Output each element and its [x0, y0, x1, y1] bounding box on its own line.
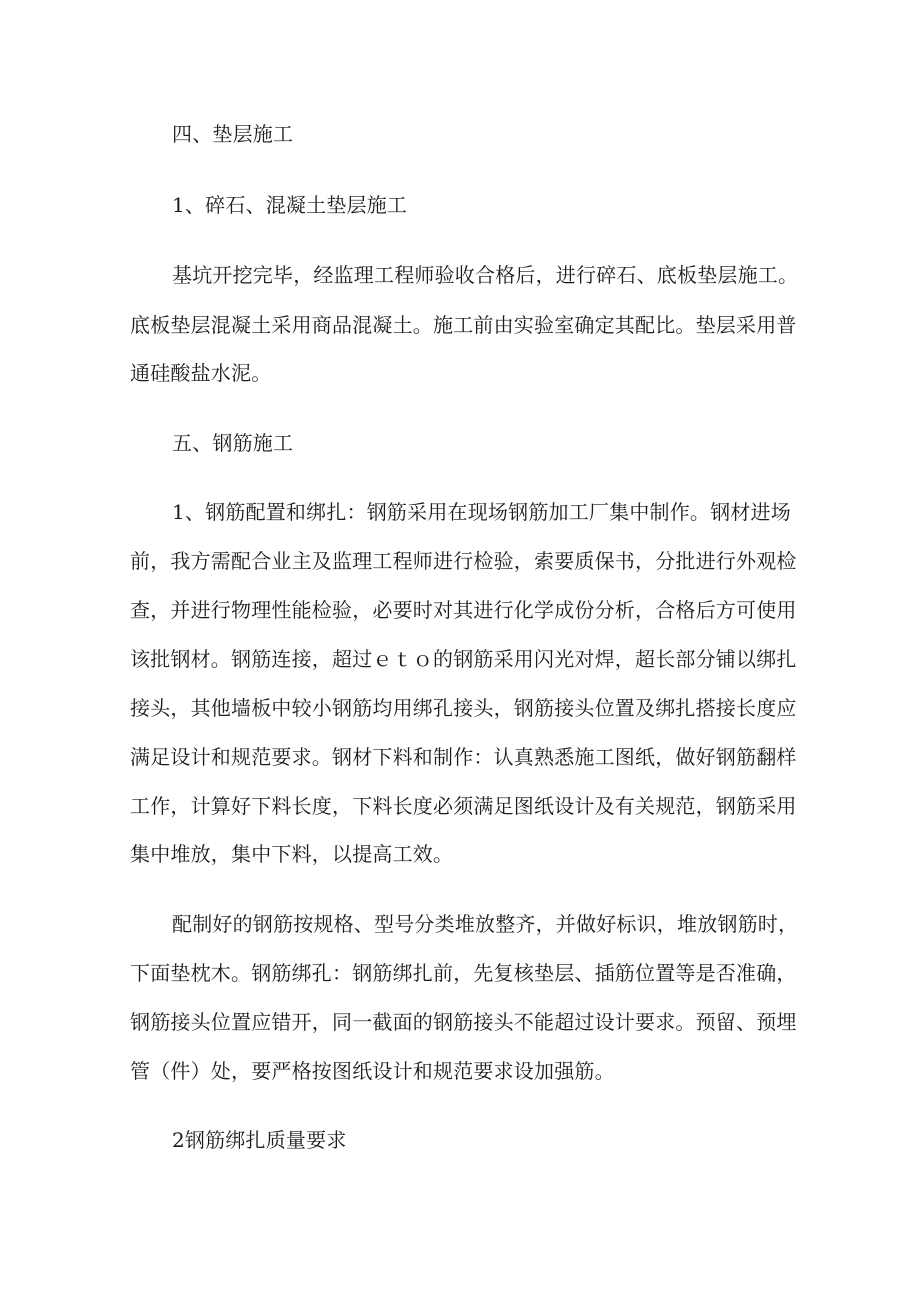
paragraph-rebar-line-5: 接头，其他墙板中较小钢筋均用绑孔接头，钢筋接头位置及绑扎搭接长度应 [130, 696, 797, 720]
paragraph-rebar-line-6: 满足设计和规范要求。钢材下料和制作：认真熟悉施工图纸，做好钢筋翻样 [130, 745, 797, 769]
paragraph-cushion-line-3: 通硅酸盐水泥。 [130, 361, 272, 385]
paragraph-cushion-line-1: 基坑开挖完毕，经监理工程师验收合格后，进行碎石、底板垫层施工。 [172, 263, 799, 287]
paragraph-storage-line-4: 管（件）处，要严格按图纸设计和规范要求设加强筋。 [130, 1059, 615, 1083]
paragraph-storage-line-2: 下面垫枕木。钢筋绑孔：钢筋绑扎前，先复核垫层、插筋位置等是否准确， [130, 961, 797, 985]
paragraph-cushion-line-2: 底板垫层混凝土采用商品混凝土。施工前由实验室确定其配比。垫层采用普 [130, 313, 797, 337]
paragraph-rebar-line-4: 该批钢材。钢筋连接，超过ｅｔｏ的钢筋采用闪光对焊，超长部分铺以绑扎 [130, 647, 797, 671]
heading-cushion-construction: 四、垫层施工 [172, 122, 294, 146]
paragraph-rebar-line-3: 查，并进行物理性能检验，必要时对其进行化学成份分析，合格后方可使用 [130, 598, 797, 622]
paragraph-rebar-line-7: 工作，计算好下料长度，下料长度必须满足图纸设计及有关规范，钢筋采用 [130, 794, 797, 818]
paragraph-rebar-line-2: 前，我方需配合业主及监理工程师进行检验，索要质保书，分批进行外观检 [130, 549, 797, 573]
heading-rebar-construction: 五、钢筋施工 [172, 431, 294, 455]
paragraph-rebar-line-1: 1、钢筋配置和绑扎：钢筋采用在现场钢筋加工厂集中制作。钢材进场 [172, 500, 791, 524]
paragraph-storage-line-3: 钢筋接头位置应错开，同一截面的钢筋接头不能超过设计要求。预留、预埋 [130, 1010, 797, 1034]
paragraph-rebar-line-8: 集中堆放，集中下料，以提高工效。 [130, 842, 454, 866]
paragraph-storage-line-1: 配制好的钢筋按规格、型号分类堆放整齐，并做好标识，堆放钢筋时， [172, 912, 799, 936]
heading-rebar-binding-quality: 2钢筋绑扎质量要求 [172, 1128, 347, 1152]
subheading-gravel-concrete-cushion: 1、碎石、混凝土垫层施工 [172, 193, 408, 217]
